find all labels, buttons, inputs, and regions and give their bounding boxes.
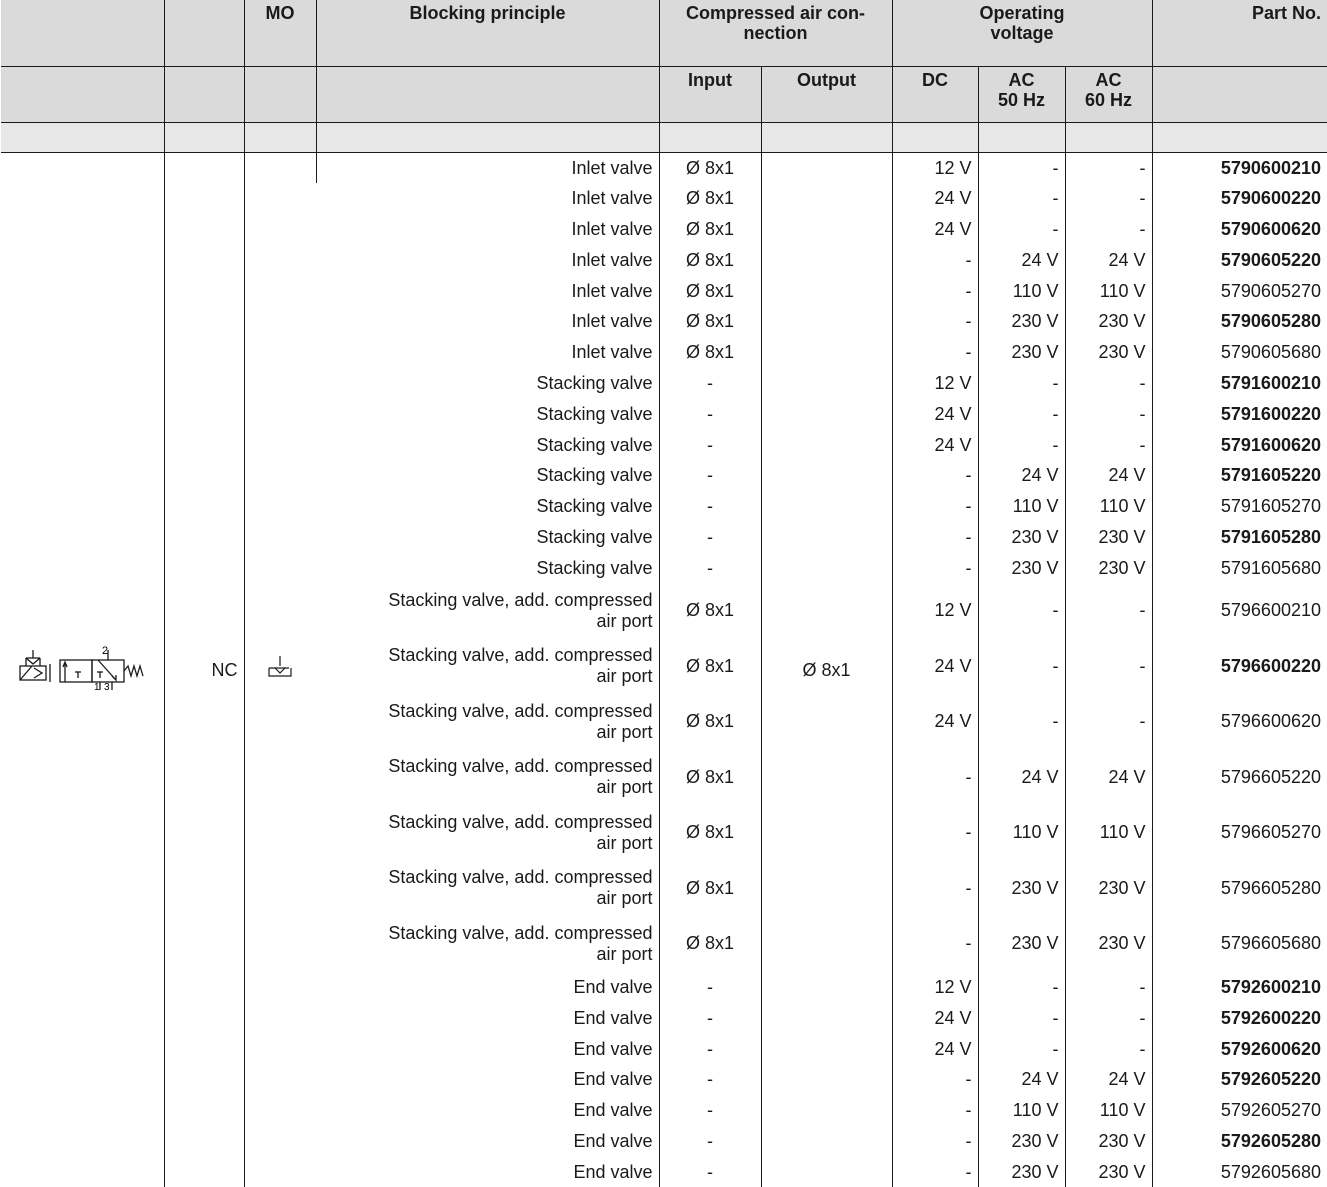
ac50-cell: 230 V — [978, 1156, 1065, 1187]
solenoid-valve-schematic-icon — [12, 642, 152, 692]
blocking-principle-cell: End valve — [573, 1131, 653, 1152]
blocking-principle-cell: Stacking valve — [536, 526, 653, 547]
input-cell: - — [659, 1095, 761, 1126]
blocking-principle-cell: Stacking valve, add. compressed air port — [388, 756, 653, 798]
blocking-principle-cell: Stacking valve, add. compressed air port — [388, 700, 653, 742]
input-cell: Ø 8x1 — [659, 275, 761, 306]
header-blank-4 — [316, 122, 659, 152]
ac60-cell: 110 V — [1065, 1095, 1152, 1126]
ac60-cell: 24 V — [1065, 244, 1152, 275]
part-no-cell: 5790605220 — [1152, 244, 1327, 275]
part-no-cell: 5796605680 — [1152, 916, 1327, 972]
header-input: Input — [659, 66, 761, 122]
ac60-cell: - — [1065, 429, 1152, 460]
part-no-cell: 5796605280 — [1152, 861, 1327, 917]
ac60-cell: - — [1065, 398, 1152, 429]
header-blank-3 — [244, 122, 316, 152]
dc-cell: 12 V — [892, 972, 978, 1003]
input-cell: - — [659, 552, 761, 583]
input-cell: Ø 8x1 — [659, 805, 761, 861]
part-no-cell: 5792600220 — [1152, 1002, 1327, 1033]
ac60-cell: - — [1065, 639, 1152, 695]
input-cell: Ø 8x1 — [659, 244, 761, 275]
part-no-cell: 5791605680 — [1152, 552, 1327, 583]
ac60-cell: 24 V — [1065, 460, 1152, 491]
dc-cell: - — [892, 916, 978, 972]
input-cell: Ø 8x1 — [659, 639, 761, 695]
part-no-cell: 5790605680 — [1152, 337, 1327, 368]
ac60-cell: - — [1065, 583, 1152, 639]
ac60-cell: 230 V — [1065, 861, 1152, 917]
part-no-cell: 5790600220 — [1152, 183, 1327, 214]
ac50-cell: - — [978, 152, 1065, 183]
header-output: Output — [761, 66, 892, 122]
input-cell: - — [659, 1064, 761, 1095]
input-cell: Ø 8x1 — [659, 306, 761, 337]
dc-cell: 12 V — [892, 368, 978, 399]
part-no-cell: 5791600220 — [1152, 398, 1327, 429]
input-cell: Ø 8x1 — [659, 750, 761, 806]
header-row-2 — [1, 66, 1327, 122]
header-blank-5 — [659, 122, 761, 152]
part-no-cell: 5792605280 — [1152, 1126, 1327, 1157]
dc-cell: - — [892, 337, 978, 368]
part-no-cell: 5792605220 — [1152, 1064, 1327, 1095]
blocking-principle-cell: Stacking valve — [536, 557, 653, 578]
blocking-principle-cell: Stacking valve — [536, 465, 653, 486]
dc-cell: - — [892, 861, 978, 917]
ac60-cell: - — [1065, 183, 1152, 214]
dc-cell: - — [892, 805, 978, 861]
header-dc: DC — [892, 66, 978, 122]
dc-cell: - — [892, 306, 978, 337]
blocking-principle-cell: Inlet valve — [571, 188, 653, 209]
part-no-cell: 5792605680 — [1152, 1156, 1327, 1187]
blocking-principle-cell: Inlet valve — [571, 342, 653, 363]
header-empty-2 — [164, 0, 244, 66]
ac50-cell: 230 V — [978, 337, 1065, 368]
ac50-cell: 110 V — [978, 805, 1065, 861]
part-no-cell: 5790605280 — [1152, 306, 1327, 337]
header-empty-4 — [164, 66, 244, 122]
blocking-principle-cell: Inlet valve — [571, 218, 653, 239]
input-cell: - — [659, 1156, 761, 1187]
part-no-cell: 5792605270 — [1152, 1095, 1327, 1126]
dc-cell: - — [892, 460, 978, 491]
ac50-cell: - — [978, 972, 1065, 1003]
dc-cell: 12 V — [892, 152, 978, 183]
header-empty-3 — [1, 66, 164, 122]
part-no-cell: 5792600210 — [1152, 972, 1327, 1003]
blocking-principle-cell: End valve — [573, 1069, 653, 1090]
dc-cell: 24 V — [892, 429, 978, 460]
input-cell: - — [659, 429, 761, 460]
dc-cell: 24 V — [892, 694, 978, 750]
header-empty-7 — [1152, 66, 1327, 122]
ac50-cell: - — [978, 429, 1065, 460]
part-no-cell: 5792600620 — [1152, 1033, 1327, 1064]
ac50-cell: 110 V — [978, 491, 1065, 522]
header-blank-8 — [978, 122, 1065, 152]
dc-cell: - — [892, 1156, 978, 1187]
input-cell: - — [659, 491, 761, 522]
header-row-1 — [1, 0, 1327, 66]
input-cell: Ø 8x1 — [659, 861, 761, 917]
blocking-principle-cell: Stacking valve, add. compressed air port — [388, 922, 653, 964]
input-cell: Ø 8x1 — [659, 583, 761, 639]
ac60-cell: - — [1065, 214, 1152, 245]
input-cell: Ø 8x1 — [659, 152, 761, 183]
input-cell: Ø 8x1 — [659, 214, 761, 245]
output-cell: Ø 8x1 — [761, 152, 892, 1187]
dc-cell: - — [892, 275, 978, 306]
part-no-cell: 5796605270 — [1152, 805, 1327, 861]
input-cell: Ø 8x1 — [659, 694, 761, 750]
dc-cell: - — [892, 244, 978, 275]
ac60-cell: 230 V — [1065, 522, 1152, 553]
ac60-cell: 230 V — [1065, 1126, 1152, 1157]
ac50-cell: 24 V — [978, 750, 1065, 806]
dc-cell: - — [892, 552, 978, 583]
header-blank-9 — [1065, 122, 1152, 152]
blocking-principle-cell: End valve — [573, 1007, 653, 1028]
blocking-principle-cell: Inlet valve — [571, 280, 653, 301]
ac60-cell: 24 V — [1065, 1064, 1152, 1095]
ac50-cell: 24 V — [978, 244, 1065, 275]
header-operating-voltage: Operating voltage — [892, 0, 1152, 66]
ac50-cell: - — [978, 368, 1065, 399]
header-empty-1 — [1, 0, 164, 66]
dc-cell: 24 V — [892, 1002, 978, 1033]
dc-cell: - — [892, 522, 978, 553]
header-blank-10 — [1152, 122, 1327, 152]
header-part-no: Part No. — [1152, 0, 1327, 66]
part-no-cell: 5791605270 — [1152, 491, 1327, 522]
ac50-cell: - — [978, 398, 1065, 429]
header-blank-2 — [164, 122, 244, 152]
header-ac60: AC 60 Hz — [1065, 66, 1152, 122]
header-empty-6 — [316, 66, 659, 122]
ac60-cell: - — [1065, 1002, 1152, 1033]
ac50-cell: 230 V — [978, 916, 1065, 972]
part-no-cell: 5791605280 — [1152, 522, 1327, 553]
input-cell: - — [659, 522, 761, 553]
ac60-cell: 110 V — [1065, 805, 1152, 861]
dc-cell: - — [892, 1126, 978, 1157]
dc-cell: - — [892, 1095, 978, 1126]
ac50-cell: 230 V — [978, 861, 1065, 917]
dc-cell: - — [892, 491, 978, 522]
dc-cell: 12 V — [892, 583, 978, 639]
blocking-principle-cell: Stacking valve, add. compressed air port — [388, 645, 653, 687]
port-label-3: 3 — [104, 682, 110, 693]
normally-closed-symbol-icon — [265, 654, 295, 680]
blocking-principle-cell: End valve — [573, 1038, 653, 1059]
blocking-principle-cell: Stacking valve — [536, 372, 653, 393]
header-blank-1 — [1, 122, 164, 152]
ac50-cell: 230 V — [978, 522, 1065, 553]
part-no-cell: 5791600620 — [1152, 429, 1327, 460]
ac50-cell: 24 V — [978, 1064, 1065, 1095]
dc-cell: - — [892, 750, 978, 806]
input-cell: - — [659, 398, 761, 429]
header-ac50: AC 50 Hz — [978, 66, 1065, 122]
blocking-principle-cell: Inlet valve — [571, 311, 653, 332]
part-no-cell: 5790605270 — [1152, 275, 1327, 306]
header-row-3 — [1, 122, 1327, 152]
ac50-cell: 230 V — [978, 306, 1065, 337]
part-no-cell: 5796600220 — [1152, 639, 1327, 695]
ac50-cell: - — [978, 183, 1065, 214]
part-no-cell: 5790600620 — [1152, 214, 1327, 245]
valve-schematic-cell — [1, 152, 164, 1187]
ac60-cell: 230 V — [1065, 1156, 1152, 1187]
blocking-principle-cell: End valve — [573, 1161, 653, 1182]
dc-cell: 24 V — [892, 639, 978, 695]
ac50-cell: - — [978, 639, 1065, 695]
ac60-cell: - — [1065, 368, 1152, 399]
ac60-cell: - — [1065, 694, 1152, 750]
ac60-cell: 24 V — [1065, 750, 1152, 806]
ac60-cell: - — [1065, 152, 1152, 183]
input-cell: - — [659, 460, 761, 491]
ac50-cell: - — [978, 694, 1065, 750]
ac60-cell: - — [1065, 1033, 1152, 1064]
blocking-principle-cell: Stacking valve — [536, 434, 653, 455]
ac50-cell: 230 V — [978, 1126, 1065, 1157]
ac50-cell: 110 V — [978, 1095, 1065, 1126]
dc-cell: 24 V — [892, 183, 978, 214]
port-label-1: 1 — [94, 682, 100, 693]
header-blank-7 — [892, 122, 978, 152]
blocking-principle-cell: Stacking valve — [536, 496, 653, 517]
blocking-principle-cell: Inlet valve — [316, 152, 659, 183]
ac60-cell: 230 V — [1065, 916, 1152, 972]
ac50-cell: 110 V — [978, 275, 1065, 306]
part-no-cell: 5796600620 — [1152, 694, 1327, 750]
dc-cell: 24 V — [892, 398, 978, 429]
blocking-principle-cell: End valve — [573, 977, 653, 998]
ac60-cell: - — [1065, 972, 1152, 1003]
header-blank-6 — [761, 122, 892, 152]
ac60-cell: 230 V — [1065, 552, 1152, 583]
ac50-cell: 230 V — [978, 552, 1065, 583]
ac60-cell: 230 V — [1065, 337, 1152, 368]
mo-value: NC — [164, 152, 244, 1187]
blocking-principle-cell: Stacking valve, add. compressed air port — [388, 589, 653, 631]
input-cell: - — [659, 1126, 761, 1157]
dc-cell: 24 V — [892, 214, 978, 245]
table-row — [1, 152, 1327, 183]
product-table — [1, 0, 1327, 1187]
part-no-cell: 5790600210 — [1152, 152, 1327, 183]
dc-cell: 24 V — [892, 1033, 978, 1064]
ac60-cell: 230 V — [1065, 306, 1152, 337]
input-cell: - — [659, 368, 761, 399]
ac50-cell: - — [978, 583, 1065, 639]
input-cell: - — [659, 1002, 761, 1033]
blocking-principle-cell: Inlet valve — [571, 249, 653, 270]
part-no-cell: 5796600210 — [1152, 583, 1327, 639]
header-mo: MO — [244, 0, 316, 66]
ac50-cell: - — [978, 1002, 1065, 1033]
ac60-cell: 110 V — [1065, 491, 1152, 522]
ac50-cell: - — [978, 214, 1065, 245]
blocking-principle-cell: Stacking valve, add. compressed air port — [388, 811, 653, 853]
part-no-cell: 5791605220 — [1152, 460, 1327, 491]
blocking-symbol-cell — [244, 152, 316, 1187]
ac50-cell: 24 V — [978, 460, 1065, 491]
input-cell: - — [659, 972, 761, 1003]
ac60-cell: 110 V — [1065, 275, 1152, 306]
part-no-cell: 5796605220 — [1152, 750, 1327, 806]
blocking-principle-cell: End valve — [573, 1100, 653, 1121]
input-cell: Ø 8x1 — [659, 916, 761, 972]
blocking-principle-cell: Stacking valve — [536, 403, 653, 424]
input-cell: Ø 8x1 — [659, 183, 761, 214]
header-empty-5 — [244, 66, 316, 122]
part-no-cell: 5791600210 — [1152, 368, 1327, 399]
header-blocking-principle: Blocking principle — [316, 0, 659, 66]
input-cell: - — [659, 1033, 761, 1064]
port-label-2: 2 — [102, 645, 109, 658]
input-cell: Ø 8x1 — [659, 337, 761, 368]
blocking-principle-cell: Stacking valve, add. compressed air port — [388, 867, 653, 909]
ac50-cell: - — [978, 1033, 1065, 1064]
header-compressed-air-connection: Compressed air con- nection — [659, 0, 892, 66]
dc-cell: - — [892, 1064, 978, 1095]
